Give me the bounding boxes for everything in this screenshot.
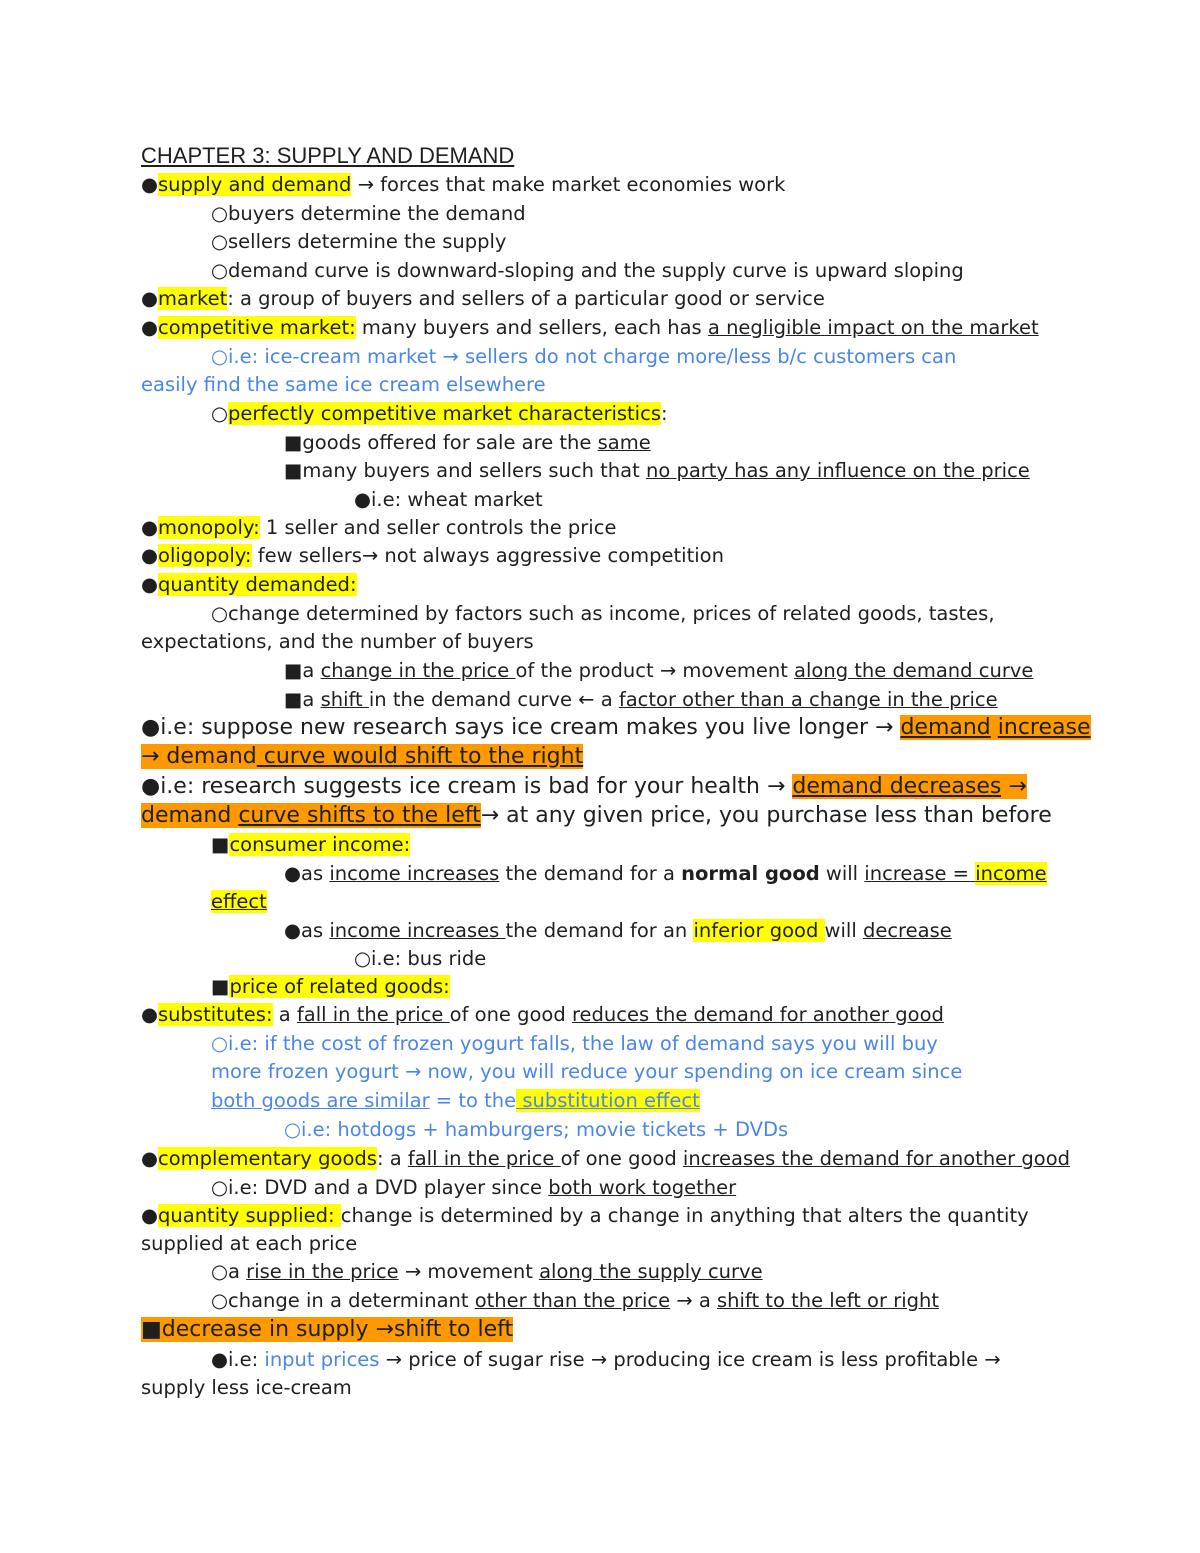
note-line — [211, 200, 526, 228]
note-line — [211, 257, 964, 285]
note-text: oligopoly: — [158, 544, 252, 567]
note-text: quantity demanded: — [158, 573, 357, 596]
note-line — [141, 1374, 352, 1402]
note-text: ○i.e: if the cost of frozen yogurt falls, the law of demand says you will buy — [211, 1032, 938, 1055]
note-text: ● — [141, 573, 159, 596]
note-text: : a group of buyers and sellers of a particular good or service — [227, 287, 825, 310]
note-text: ○i.e: ice-cream market → sellers do not charge more/less b/c customers can — [211, 345, 957, 368]
note-text: price of related goods: — [229, 975, 450, 998]
note-text: the demand for an — [505, 919, 694, 942]
note-line — [141, 714, 1091, 742]
note-text: ■ — [211, 833, 230, 856]
note-text: monopoly: — [158, 516, 260, 539]
note-text: increase = — [864, 862, 976, 885]
note-text: ● — [141, 316, 159, 339]
note-text: curve would shift to the right — [256, 744, 584, 769]
note-line — [141, 802, 1052, 830]
note-text: ●i.e: research suggests ice cream is bad for your health → — [141, 774, 793, 799]
note-text: ○demand curve is downward-sloping and the supply curve is upward sloping — [211, 259, 964, 282]
note-text: → price of sugar rise → producing ice cream is less profitable → — [379, 1348, 1001, 1371]
note-line — [284, 860, 1047, 888]
note-text: ■many buyers and sellers such that — [284, 459, 646, 482]
note-text: will — [824, 919, 863, 942]
note-text: → — [1001, 774, 1027, 799]
note-text: other than the price — [474, 1289, 671, 1312]
note-text: fall in the price — [407, 1147, 561, 1170]
note-line — [284, 457, 1030, 485]
note-line — [354, 486, 543, 514]
note-text: ●i.e: wheat market — [354, 488, 543, 511]
note-text: = to the — [429, 1089, 517, 1112]
note-text: decrease — [862, 919, 952, 942]
note-text: competitive market: — [158, 316, 356, 339]
note-text: effect — [211, 890, 267, 913]
note-text: reduces the demand for another good — [571, 1003, 944, 1026]
note-text: expectations, and the number of buyers — [141, 630, 534, 653]
note-text: shift to the left or right — [717, 1289, 940, 1312]
note-text: no party has any influence on the price — [645, 459, 1030, 482]
note-text: supply less ice-cream — [141, 1376, 352, 1399]
note-text: ■a — [284, 659, 321, 682]
note-line — [211, 1346, 1001, 1374]
note-text: perfectly competitive market characteristics — [228, 402, 661, 425]
note-text: few sellers→ not always aggressive competition — [251, 544, 724, 567]
note-text: complementary goods — [158, 1147, 377, 1170]
note-text: ○change determined by factors such as income, prices of related goods, tastes, — [211, 602, 995, 625]
note-text: → a — [670, 1289, 717, 1312]
note-line — [141, 285, 825, 313]
note-text: ○a — [211, 1260, 247, 1283]
note-text: ○sellers determine the supply — [211, 230, 507, 253]
note-text: increase — [997, 715, 1091, 740]
note-text: shift — [320, 688, 369, 711]
note-line — [211, 1258, 763, 1286]
note-line — [211, 1030, 938, 1058]
note-text: ●as — [284, 862, 330, 885]
note-line — [211, 888, 267, 916]
note-line — [141, 743, 583, 771]
note-text: income increases — [329, 862, 500, 885]
note-line — [284, 917, 952, 945]
note-text: ○i.e: bus ride — [354, 947, 487, 970]
note-line — [141, 514, 616, 542]
note-text: 1 seller and seller controls the price — [259, 516, 617, 539]
note-text: substitutes: — [158, 1003, 273, 1026]
note-text: consumer income: — [229, 833, 411, 856]
note-line — [354, 945, 486, 973]
note-text: ■decrease in supply →shift to left — [141, 1317, 514, 1342]
note-line — [141, 171, 785, 199]
note-text: ● — [141, 544, 159, 567]
note-line — [284, 1116, 788, 1144]
note-line — [284, 429, 651, 457]
note-text: demand decreases — [792, 774, 1002, 799]
note-text: both goods are similar — [211, 1089, 430, 1112]
note-text: ● — [141, 1003, 159, 1026]
note-line — [211, 1058, 962, 1086]
note-text: ● — [141, 287, 159, 310]
note-text: ● — [141, 516, 159, 539]
note-line — [141, 571, 357, 599]
note-text: increases the demand for another good — [682, 1147, 1071, 1170]
note-text: supplied at each price — [141, 1232, 358, 1255]
note-text: ○i.e: hotdogs + hamburgers; movie tickets + DVDs — [284, 1118, 789, 1141]
note-text: normal good — [681, 862, 820, 885]
note-text: → demand — [141, 744, 257, 769]
note-line — [141, 1001, 944, 1029]
note-text: ●i.e: suppose new research says ice cream makes you live longer → — [141, 715, 901, 740]
note-text: ■ — [211, 975, 230, 998]
note-text: ●as — [284, 919, 330, 942]
note-text: quantity supplied: — [158, 1204, 341, 1227]
note-text: substitution effect — [516, 1089, 700, 1112]
note-text: demand — [900, 715, 991, 740]
note-text: more frozen yogurt → now, you will reduce your spending on ice cream since — [211, 1060, 963, 1083]
note-text: a — [272, 1003, 297, 1026]
note-text: inferior good — [693, 919, 825, 942]
note-line — [211, 1287, 939, 1315]
note-line — [141, 542, 724, 570]
note-text: ● — [141, 1147, 159, 1170]
note-text: : a — [376, 1147, 408, 1170]
note-line — [211, 1087, 700, 1115]
note-line — [211, 973, 450, 1001]
note-line — [141, 773, 1027, 801]
note-text: → forces that make market economies work — [351, 173, 786, 196]
note-text: : — [660, 402, 668, 425]
note-line — [211, 600, 995, 628]
note-line — [284, 686, 998, 714]
note-text: supply and demand — [158, 173, 352, 196]
note-text: → movement — [398, 1260, 540, 1283]
note-text: ● — [141, 173, 159, 196]
note-line — [211, 400, 668, 428]
note-line — [141, 314, 1039, 342]
note-text: ○i.e: DVD and a DVD player since — [211, 1176, 549, 1199]
note-text: will — [819, 862, 865, 885]
note-line — [211, 228, 506, 256]
note-text: of the product → movement — [515, 659, 795, 682]
note-text: fall in the price — [296, 1003, 450, 1026]
note-text: along the supply curve — [539, 1260, 763, 1283]
note-text: factor other than a change in the price — [618, 688, 998, 711]
note-line — [141, 1230, 357, 1258]
note-text: easily find the same ice cream elsewhere — [141, 373, 546, 396]
note-text: → at any given price, you purchase less than before — [480, 803, 1052, 828]
note-text: income increases — [329, 919, 506, 942]
note-text: ○buyers determine the demand — [211, 202, 526, 225]
note-text: along the demand curve — [794, 659, 1034, 682]
note-text: the demand for a — [499, 862, 682, 885]
note-line — [211, 831, 410, 859]
page-title: CHAPTER 3: SUPPLY AND DEMAND — [141, 143, 515, 168]
note-text: ■goods offered for sale are the — [284, 431, 598, 454]
note-text: ● — [141, 1204, 159, 1227]
note-line — [211, 1174, 736, 1202]
note-line — [141, 628, 534, 656]
note-text: a negligible impact on the market — [707, 316, 1039, 339]
note-text: market — [158, 287, 228, 310]
note-text: ○ — [211, 402, 229, 425]
note-text: input prices — [264, 1348, 380, 1371]
note-text — [991, 715, 998, 740]
note-text: demand — [141, 803, 239, 828]
note-text: change in the price — [320, 659, 516, 682]
note-text: same — [597, 431, 651, 454]
note-line — [211, 343, 956, 371]
note-line — [141, 1145, 1070, 1173]
note-text: change is determined by a change in anything that alters the quantity — [340, 1204, 1029, 1227]
note-text: ○change in a determinant — [211, 1289, 475, 1312]
note-text: many buyers and sellers, each has — [355, 316, 708, 339]
note-text: ■a — [284, 688, 321, 711]
note-text: curve shifts to the left — [238, 803, 481, 828]
note-line — [284, 657, 1033, 685]
note-text: both work together — [548, 1176, 737, 1199]
note-line — [141, 1202, 1029, 1230]
note-text: ●i.e: — [211, 1348, 265, 1371]
note-text: income — [975, 862, 1047, 885]
note-text: of one good — [560, 1147, 683, 1170]
note-text: of one good — [449, 1003, 572, 1026]
note-text: rise in the price — [246, 1260, 399, 1283]
note-text: in the demand curve ← a — [368, 688, 619, 711]
note-line — [141, 371, 546, 399]
note-line — [141, 1316, 513, 1344]
